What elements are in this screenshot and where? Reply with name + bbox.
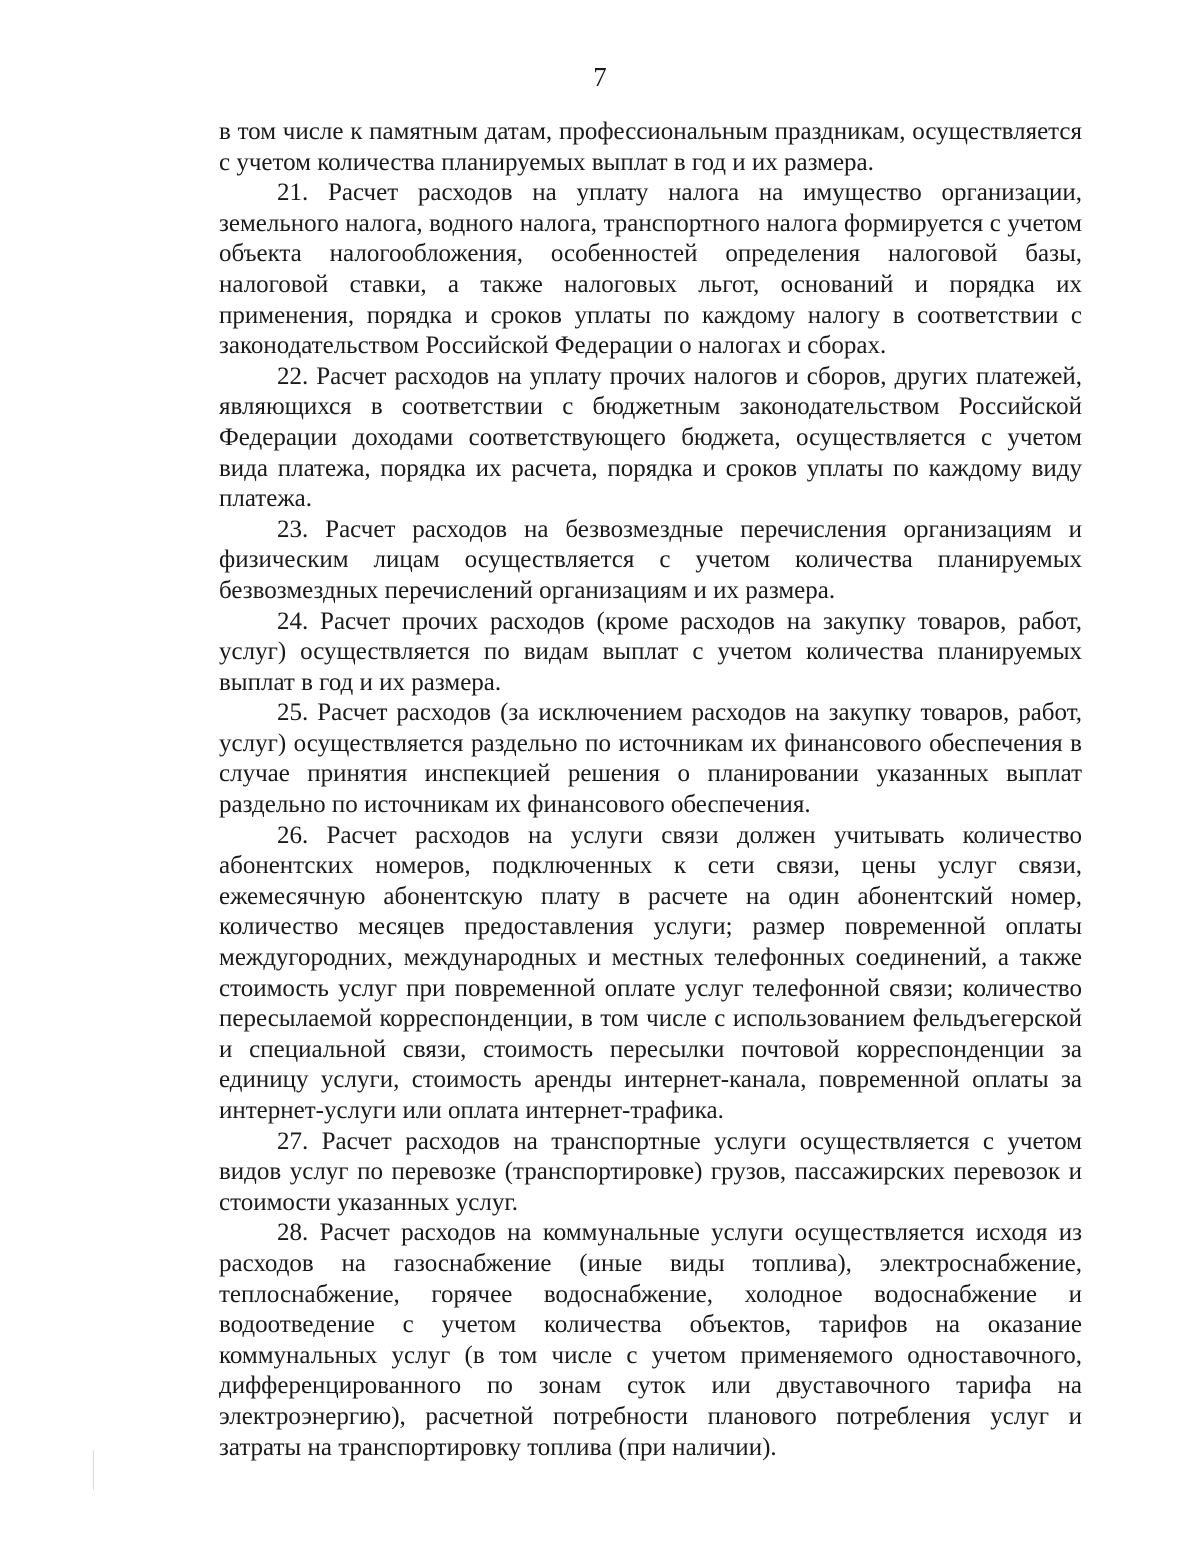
scan-artifact-line bbox=[93, 1450, 94, 1490]
document-body bbox=[219, 117, 1082, 1463]
paragraph-24: 24. Расчет прочих расходов (кроме расходов на закупку товаров, работ, услуг) осуществляется по видам выплат с учетом количества планируемых выплат в год и их размера. bbox=[219, 607, 1082, 696]
paragraph-25: 25. Расчет расходов (за исключением расходов на закупку товаров, работ, услуг) осуществляется раздельно по источникам их финансового обеспечения в случае принятия инспекцией решения о планировании указанных выплат раздельно по источникам их финансового обеспечения. bbox=[219, 699, 1082, 819]
paragraph-27: 27. Расчет расходов на транспортные услуги осуществляется с учетом видов услуг по перевозке (транспортировке) грузов, пассажирских перевозок и стоимости указанных услуг. bbox=[219, 1127, 1082, 1216]
paragraph-23: 23. Расчет расходов на безвозмездные перечисления организациям и физическим лицам осуществляется с учетом количества планируемых безвозмездных перечислений организациям и их размера. bbox=[219, 515, 1082, 604]
paragraph-26: 26. Расчет расходов на услуги связи должен учитывать количество абонентских номеров, подключенных к сети связи, цены услуг связи, ежемесячную абонентскую плату в расчете на один абонентский номер, количество месяцев предоставления услуги; размер повременной оплаты междугородних, международных и местных телефонных соединений, а также стоимость услуг при повременной оплате услуг телефонной связи; количество пересылаемой корреспонденции, в том числе с использованием фельдъегерской и специальной связи, стоимость пересылки почтовой корреспонденции за единицу услуги, стоимость аренды интернет-канала, повременной оплаты за интернет-услуги или оплата интернет-трафика. bbox=[219, 821, 1082, 1124]
paragraph-continuation: в том числе к памятным датам, профессиональным праздникам, осуществляется с учетом количества планируемых выплат в год и их размера. bbox=[219, 118, 1082, 176]
paragraph-22: 22. Расчет расходов на уплату прочих налогов и сборов, других платежей, являющихся в соответствии с бюджетным законодательством Российской Федерации доходами соответствующего бюджета, осуществляется с учетом вида платежа, порядка их расчета, порядка и сроков уплаты по каждому виду платежа. bbox=[219, 362, 1082, 513]
paragraph-28: 28. Расчет расходов на коммунальные услуги осуществляется исходя из расходов на газоснабжение (иные виды топлива), электроснабжение, теплоснабжение, горячее водоснабжение, холодное водоснабжение и водоотведение с учетом количества объектов, тарифов на оказание коммунальных услуг (в том числе с учетом применяемого одноставочного, дифференцированного по зонам суток или двуставочного тарифа на электроэнергию), расчетной потребности планового потребления услуг и затраты на транспортировку топлива (при наличии). bbox=[219, 1219, 1082, 1461]
paragraph-21: 21. Расчет расходов на уплату налога на имущество организации, земельного налога, водного налога, транспортного налога формируется с учетом объекта налогообложения, особенностей определения налоговой базы, налоговой ставки, а также налоговых льгот, оснований и порядка их применения, порядка и сроков уплаты по каждому налогу в соответствии с законодательством Российской Федерации о налогах и сборах. bbox=[219, 179, 1082, 360]
page-number: 7 bbox=[593, 62, 607, 92]
